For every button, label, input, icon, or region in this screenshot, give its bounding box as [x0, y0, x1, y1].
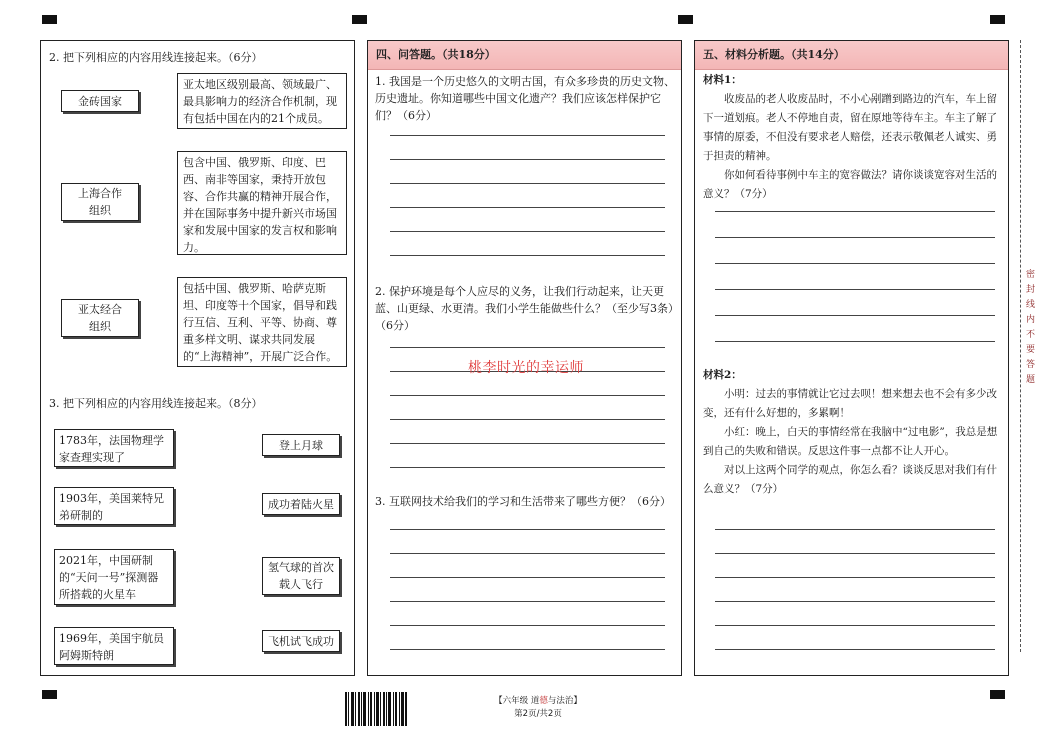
answer-line[interactable]	[390, 347, 665, 348]
page-footer	[468, 695, 608, 721]
match-left-item: 上海合作 组织	[61, 183, 139, 221]
match-right-item: 飞机试飞成功	[262, 630, 340, 652]
answer-line[interactable]	[715, 553, 995, 554]
answer-line[interactable]	[390, 553, 665, 554]
watermark-text: 桃李时光的幸运师	[468, 360, 584, 376]
answer-line[interactable]	[715, 341, 995, 342]
question-2: 2. 保护环境是每个人应尽的义务，让我们行动起来，让天更蓝、山更绿、水更清。我们小学生能做些什么？（至少写3条）（6分）	[375, 285, 674, 332]
match-right-item: 成功着陆火星	[262, 493, 340, 515]
right-column	[694, 40, 1009, 676]
match-left-item: 1783年，法国物理学家查理实现了	[54, 429, 174, 467]
match-left-item: 亚太经合 组织	[61, 299, 139, 337]
match-right-item: 包括中国、俄罗斯、哈萨克斯坦、印度等十个国家，倡导和践行互信、互利、平等、协商、尊重多样文明、谋求共同发展的“上海精神”，开展广泛合作。	[177, 277, 347, 367]
answer-line[interactable]	[390, 207, 665, 208]
material-2-text-b: 小红：晚上，白天的事情经常在我脑中“过电影”，我总是想到自己的失败和错误。反思这件事一点都不让人开心。	[703, 426, 998, 457]
answer-line[interactable]	[715, 601, 995, 602]
registration-mark	[42, 690, 57, 699]
answer-line[interactable]	[390, 135, 665, 136]
answer-line[interactable]	[715, 649, 995, 650]
answer-line[interactable]	[715, 263, 995, 264]
question-1: 1. 我国是一个历史悠久的文明古国，有众多珍贵的历史文物、历史遗址。你知道哪些中国文化遗产？我们应该怎样保护它们？（6分）	[375, 75, 675, 122]
section-header: 五、材料分析题。（共14分）	[695, 41, 1008, 70]
answer-line[interactable]	[390, 467, 665, 468]
answer-line[interactable]	[390, 395, 665, 396]
barcode	[343, 690, 409, 728]
seal-line-notice: 密封线内不要答题	[1026, 270, 1036, 385]
answer-line[interactable]	[390, 159, 665, 160]
answer-line[interactable]	[715, 211, 995, 212]
material-2-label: 材料2：	[703, 369, 742, 381]
answer-line[interactable]	[390, 419, 665, 420]
footer-subject-a: 【六年级 道	[494, 696, 540, 706]
material-1	[703, 71, 1003, 204]
match-right-item: 亚太地区级别最高、领域最广、最具影响力的经济合作机制，现有包括中国在内的21个成员。	[177, 73, 347, 129]
registration-mark	[678, 15, 693, 24]
q2-title: 2. 把下列相应的内容用线连接起来。（6分）	[49, 51, 263, 64]
material-2	[703, 366, 1003, 499]
match-right-item: 氢气球的首次 载人飞行	[262, 557, 340, 595]
answer-line[interactable]	[390, 625, 665, 626]
answer-line[interactable]	[390, 443, 665, 444]
answer-line[interactable]	[390, 529, 665, 530]
material-1-label: 材料1：	[703, 74, 742, 86]
q3-title: 3. 把下列相应的内容用线连接起来。（8分）	[49, 397, 263, 410]
answer-line[interactable]	[715, 289, 995, 290]
page-number: 第2页/共2页	[514, 709, 562, 719]
match-left-item: 2021年，中国研制的“天问一号”探测器所搭载的火星车	[54, 549, 174, 605]
material-1-question: 你如何看待事例中车主的宽容做法？请你谈谈宽容对生活的意义？（7分）	[703, 169, 997, 200]
match-left-item: 1969年，美国宇航员阿姆斯特朗	[54, 627, 174, 665]
answer-line[interactable]	[715, 577, 995, 578]
match-right-item: 包含中国、俄罗斯、印度、巴西、南非等国家，秉持开放包容、合作共赢的精神开展合作，并在国际事务中提升新兴市场国家和发展中国家的发言权和影响力。	[177, 151, 347, 255]
left-column	[40, 40, 355, 676]
match-right-item: 登上月球	[262, 434, 340, 456]
footer-subject-b: 与法治】	[547, 696, 582, 706]
question-3: 3. 互联网技术给我们的学习和生活带来了哪些方便？（6分）	[375, 495, 671, 508]
answer-line[interactable]	[390, 577, 665, 578]
answer-line[interactable]	[390, 183, 665, 184]
answer-line[interactable]	[390, 601, 665, 602]
footer-subject-hi: 德	[539, 696, 548, 706]
material-2-text-a: 小明：过去的事情就让它过去呗！想来想去也不会有多少改变，还有什么好想的，多累啊！	[703, 388, 997, 419]
answer-line[interactable]	[715, 237, 995, 238]
material-1-text: 收废品的老人收废品时，不小心剐蹭到路边的汽车，车上留下一道划痕。老人不停地自责，留在原地等待车主。车主了解了事情的原委，不但没有要求老人赔偿，还表示敬佩老人诚实、勇于担责的精神。	[703, 93, 997, 162]
registration-mark	[352, 15, 367, 24]
answer-line[interactable]	[715, 625, 995, 626]
registration-mark	[990, 690, 1005, 699]
answer-line[interactable]	[390, 231, 665, 232]
answer-line[interactable]	[390, 255, 665, 256]
answer-line[interactable]	[390, 649, 665, 650]
material-2-question: 对以上这两个同学的观点，你怎么看？谈谈反思对我们有什么意义？（7分）	[703, 464, 997, 495]
registration-mark	[990, 15, 1005, 24]
match-left-item: 金砖国家	[61, 90, 139, 112]
answer-line[interactable]	[715, 315, 995, 316]
match-left-item: 1903年，美国莱特兄弟研制的	[54, 487, 174, 525]
registration-mark	[42, 15, 57, 24]
answer-line[interactable]	[715, 529, 995, 530]
section-header: 四、问答题。（共18分）	[368, 41, 681, 70]
